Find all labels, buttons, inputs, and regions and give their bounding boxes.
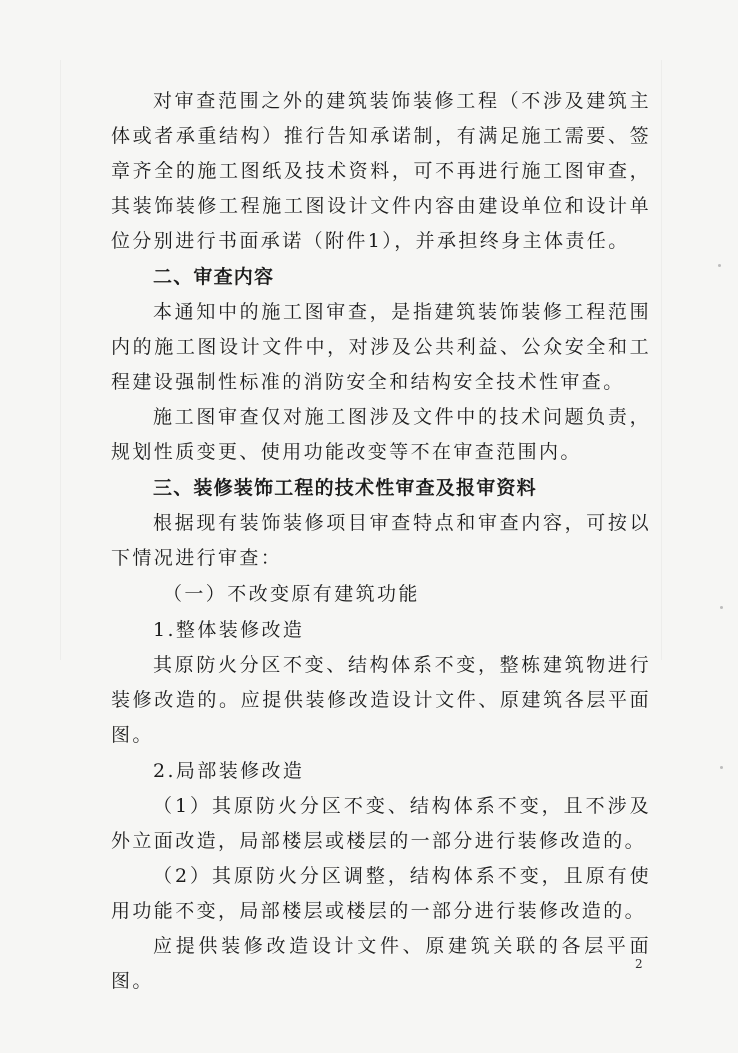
paragraph-review-basis: 根据现有装饰装修项目审查特点和审查内容，可按以下情况进行审查： [111,512,651,569]
paragraph-review-definition: 本通知中的施工图审查，是指建筑装饰装修工程范围内的施工图设计文件中，对涉及公共利益、公众安全和工程建设强制性标准的消防安全和结构安全技术性审查。 [111,301,651,393]
paragraph-review-responsibility: 施工图审查仅对施工图涉及文件中的技术问题负责，规划性质变更、使用功能改变等不在审查范围内。 [111,406,651,463]
edge-speck [718,264,721,267]
paragraph-partial-case-1: （1）其原防火分区不变、结构体系不变，且不涉及外立面改造，局部楼层或楼层的一部分进行装修改造的。 [111,795,651,852]
document-body [111,84,651,999]
paragraph-partial-case-2: （2）其原防火分区调整，结构体系不变，且原有使用功能不变，局部楼层或楼层的一部分进行装修改造的。 [111,865,651,922]
subheading-partial-renovation: 2.局部装修改造 [153,760,305,782]
paragraph-review-scope: 对审查范围之外的建筑装饰装修工程（不涉及建筑主体或者承重结构）推行告知承诺制，有满足施工需要、签章齐全的施工图纸及技术资料，可不再进行施工图审查，其装饰装修工程施工图设计文件内容由建设单位和设计单位分别进行书面承诺（附件1），并承担终身主体责任。 [111,90,651,252]
edge-speck [720,606,723,609]
section-heading-review-content: 二、审查内容 [153,266,275,288]
paragraph-whole-renovation: 其原防火分区不变、结构体系不变，整栋建筑物进行装修改造的。应提供装修改造设计文件、原建筑各层平面图。 [111,654,651,746]
edge-speck [720,766,723,769]
subheading-function-unchanged: （一）不改变原有建筑功能 [163,583,420,605]
section-heading-technical-review: 三、装修装饰工程的技术性审查及报审资料 [153,477,537,499]
paragraph-partial-materials: 应提供装修改造设计文件、原建筑关联的各层平面图。 [111,935,651,992]
page-number: 2 [635,957,643,971]
subheading-whole-renovation: 1.整体装修改造 [153,619,305,641]
